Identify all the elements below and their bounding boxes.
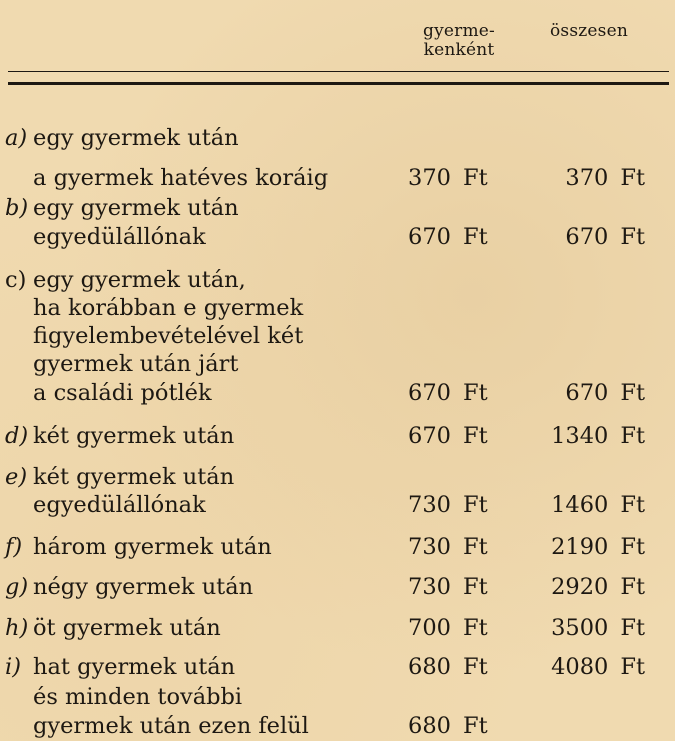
per-child-value: 700 Ft [408, 615, 488, 641]
row-letter: c) [5, 267, 27, 293]
row-line: két gyermek után [33, 464, 235, 490]
row-label [5, 575, 253, 599]
row-line: egy gyermek után [33, 195, 239, 221]
row-letter: i) [5, 654, 21, 680]
total-value: 670 Ft [565, 224, 645, 250]
row-line: a családi pótlék [33, 380, 212, 406]
column-header-per-child [393, 22, 525, 60]
row-letter: d) [5, 423, 29, 449]
total-value: 670 Ft [565, 380, 645, 406]
row-line: egyedülállónak [33, 492, 206, 518]
total-value: 4080 Ft [551, 654, 645, 680]
row-line: ha korábban e gyermek [33, 295, 304, 321]
row-letter: b) [5, 195, 29, 221]
row-letter: e) [5, 464, 28, 490]
column-header-total: összesen [549, 21, 629, 41]
per-child-value: 670 Ft [408, 224, 488, 250]
total-value: 2920 Ft [551, 574, 645, 600]
per-child-value: 730 Ft [408, 492, 488, 518]
row-letter: a) [5, 125, 28, 151]
row-line: négy gyermek után [33, 574, 254, 600]
row-line: egy gyermek után, [33, 267, 246, 293]
row-letter: h) [5, 615, 29, 641]
total-value: 1340 Ft [551, 423, 645, 449]
row-letter: g) [5, 574, 29, 600]
row-label [5, 655, 235, 679]
row-label [5, 126, 239, 150]
row-line: és minden további [33, 684, 243, 710]
row-label [5, 535, 272, 559]
header-rule-thick [8, 82, 669, 85]
per-child-extra-value: 680 Ft [408, 713, 488, 739]
row-label [5, 196, 239, 220]
row-label [5, 616, 221, 640]
row-label [5, 424, 234, 448]
row-line: két gyermek után [33, 423, 235, 449]
row-label [5, 268, 246, 292]
header-per-child-line2: kenként [423, 40, 495, 60]
row-line: hat gyermek után [33, 654, 236, 680]
row-line: egyedülállónak [33, 224, 206, 250]
per-child-value: 730 Ft [408, 534, 488, 560]
row-line: gyermek után ezen felül [33, 713, 309, 739]
row-line: öt gyermek után [33, 615, 221, 641]
row-label [5, 465, 234, 489]
total-value: 370 Ft [565, 165, 645, 191]
header-per-child-line1: gyerme- [423, 21, 495, 41]
per-child-value: 370 Ft [408, 165, 488, 191]
total-value: 3500 Ft [551, 615, 645, 641]
row-line: a gyermek hatéves koráig [33, 165, 329, 191]
per-child-value: 730 Ft [408, 574, 488, 600]
per-child-value: 670 Ft [408, 423, 488, 449]
row-line: egy gyermek után [33, 125, 239, 151]
per-child-value: 670 Ft [408, 380, 488, 406]
per-child-value: 680 Ft [408, 654, 488, 680]
total-value: 2190 Ft [551, 534, 645, 560]
row-letter: f) [5, 534, 23, 560]
total-value: 1460 Ft [551, 492, 645, 518]
header-rule-thin [8, 71, 669, 72]
row-line: három gyermek után [33, 534, 272, 560]
row-line: figyelembevételével két [33, 323, 304, 349]
row-line: gyermek után járt [33, 351, 239, 377]
